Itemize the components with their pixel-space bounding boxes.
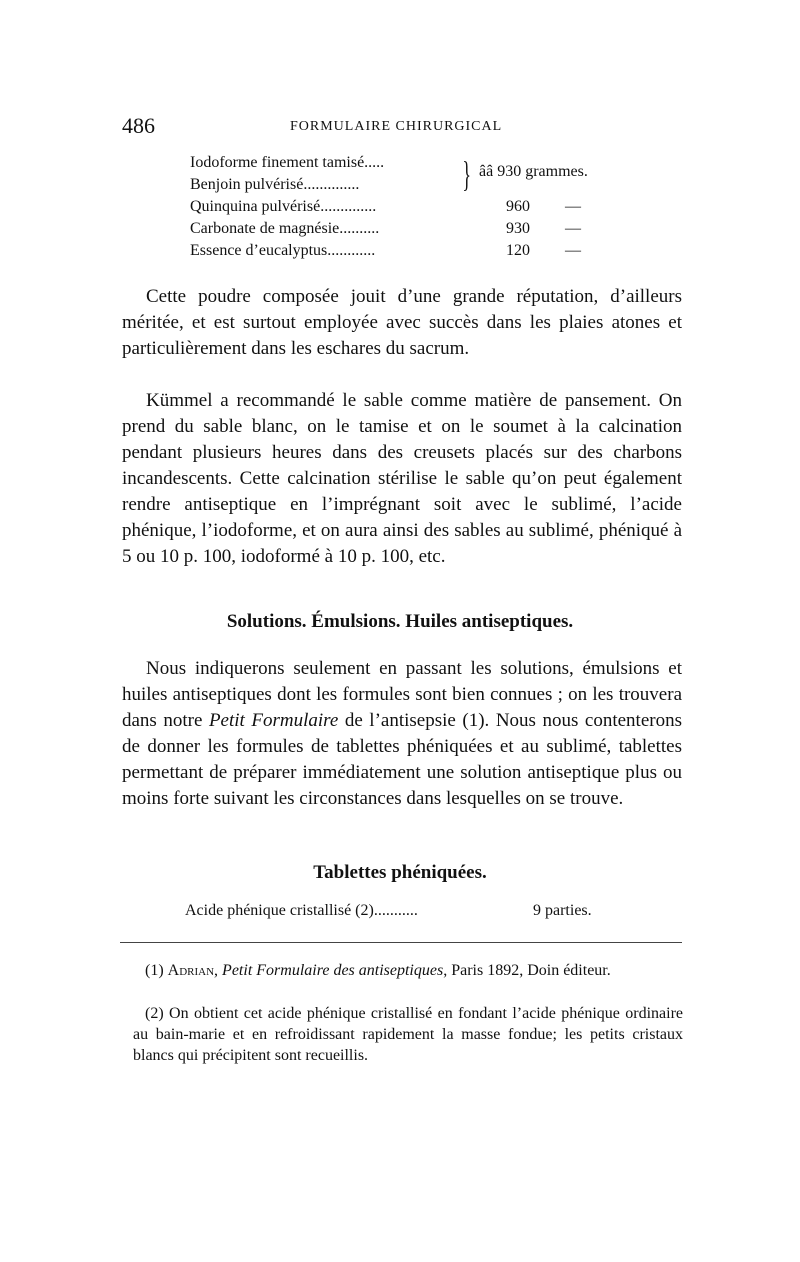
footnote-1-author: Adrian (167, 962, 215, 979)
paragraph-3 (122, 656, 682, 812)
recipe-table (190, 152, 610, 262)
recipe-row (190, 196, 610, 218)
ingredient-unit: — (565, 198, 581, 215)
recipe-row (190, 240, 610, 262)
ingredient-qty: 120 (506, 242, 530, 259)
book-title: Petit Formulaire (208, 710, 339, 731)
footnote-1-title: Petit Formulaire des antiseptiques (222, 962, 444, 979)
recipe-brace-group (190, 152, 610, 196)
footnote-1-mark: (1) (145, 962, 168, 979)
ingredient-unit: — (565, 242, 581, 259)
shared-quantity: ââ 930 grammes. (479, 163, 588, 180)
paragraph-3-text: Nous indiquerons seulement en passant les solutions, émulsions et huiles antiseptiques dont les formules sont bien connues ; on les trouvera dans notre (122, 658, 682, 731)
footnote-1 (133, 960, 683, 981)
paragraph-3-text-end: de l’antisepsie (1). Nous nous contenterons de donner les formules de tablettes phéniquées et au sublimé, tablettes permettant de préparer immédiatement une solution antiseptique plus ou moins forte suivant les circonstances dans lesquelles on se trouve. (122, 710, 682, 809)
ingredient-name: Iodoforme finement tamisé..... (190, 154, 385, 171)
footnote-1-rest: , Paris 1892, Doin éditeur. (443, 962, 611, 979)
footnote-divider (120, 942, 682, 943)
ingredient-name: Quinquina pulvérisé.............. (190, 198, 377, 215)
paragraph-1: Cette poudre composée jouit d’une grande réputation, d’ailleurs méritée, et est surtout employée avec succès dans les plaies atones et particulièrement dans les eschares du sacrum. (122, 286, 682, 359)
ingredient-name: Acide phénique cristallisé (2)........... (185, 902, 418, 919)
subsection-heading: Tablettes phéniquées. (313, 862, 487, 883)
running-title: FORMULAIRE CHIRURGICAL (290, 119, 503, 134)
ingredient-name: Essence d’eucalyptus............ (190, 242, 376, 259)
ingredient-name: Carbonate de magnésie.......... (190, 220, 380, 237)
ingredient-qty: 9 parties. (533, 902, 592, 919)
recipe-row (190, 218, 610, 240)
recipe-2-row (185, 902, 615, 920)
footnote-1-sep: , (214, 962, 223, 979)
paragraph-2: Kümmel a recommandé le sable comme matière de pansement. On prend du sable blanc, on le tamise et on le soumet à la calcination pendant plusieurs heures dans des creusets placés sur des charbons incandescents. Cette calcination stérilise le sable qu’on peut également rendre antiseptique en l’imprégnant soit avec le sublimé, l’acide phénique, l’iodoforme, et on aura ainsi des sables au sublimé, phéniqué à 5 ou 10 p. 100, iodoformé à 10 p. 100, etc. (122, 390, 682, 567)
page-number: 486 (122, 113, 155, 138)
ingredient-unit: — (565, 220, 581, 237)
brace-glyph: } (462, 154, 471, 194)
ingredient-qty: 930 (506, 220, 530, 237)
ingredient-qty: 960 (506, 198, 530, 215)
footnote-2: (2) On obtient cet acide phénique cristallisé en fondant l’acide phénique ordinaire au bain-marie et en refroidissant rapidement la masse fondue; les petits cristaux blancs qui précipitent sont recueillis. (133, 1005, 683, 1064)
section-heading: Solutions. Émulsions. Huiles antiseptiques. (226, 611, 574, 632)
ingredient-name: Benjoin pulvérisé.............. (190, 176, 360, 193)
